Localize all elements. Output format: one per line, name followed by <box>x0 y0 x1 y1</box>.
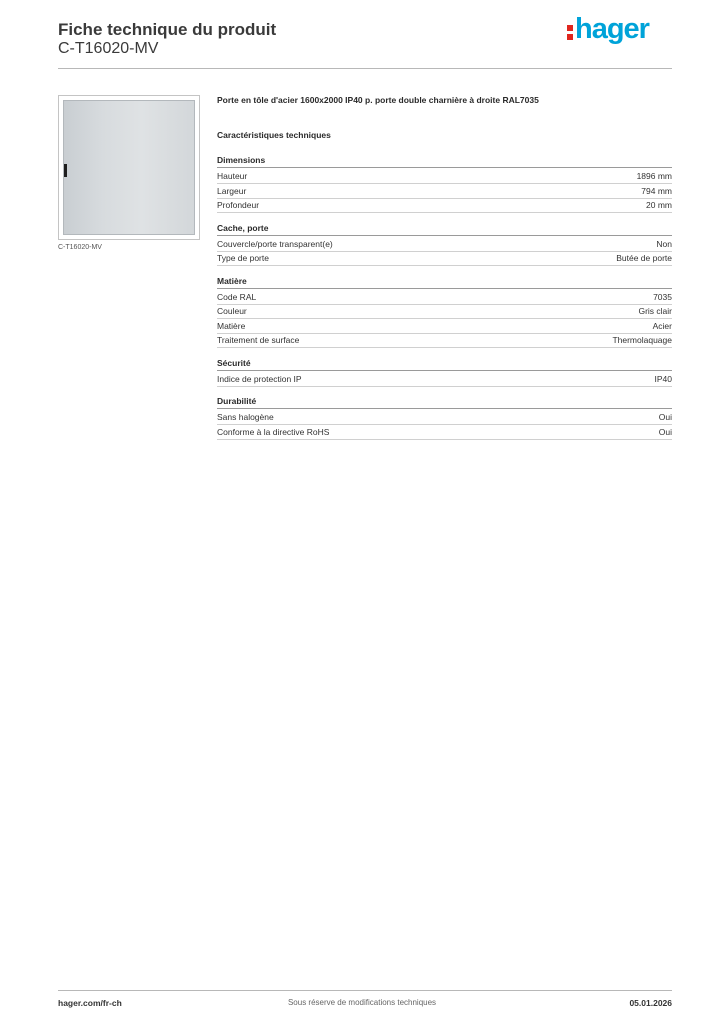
spec-row <box>217 372 672 387</box>
spec-row <box>217 184 672 199</box>
product-title: Porte en tôle d'acier 1600x2000 IP40 p. porte double charnière à droite RAL7035 <box>217 95 539 105</box>
spec-group-title: Durabilité <box>217 396 672 409</box>
spec-label: Largeur <box>217 185 247 196</box>
spec-value: Gris clair <box>638 306 672 316</box>
spec-row <box>217 251 672 266</box>
spec-value: Non <box>656 238 672 249</box>
logo-text: hager <box>575 13 649 45</box>
spec-value: 1896 mm <box>636 171 672 181</box>
footer-date: 05.01.2026 <box>629 998 672 1008</box>
spec-label: Couleur <box>217 306 247 316</box>
footer-website-link[interactable]: hager.com/fr-ch <box>58 998 122 1008</box>
image-caption: C-T16020-MV <box>58 244 102 251</box>
spec-label: Traitement de surface <box>217 335 300 345</box>
spec-row <box>217 410 672 425</box>
spec-row <box>217 169 672 184</box>
spec-label: Sans halogène <box>217 412 274 422</box>
logo-dots-icon <box>567 22 573 39</box>
spec-row <box>217 198 672 213</box>
spec-row <box>217 333 672 348</box>
specs-heading: Caractéristiques techniques <box>217 130 331 140</box>
spec-group-title: Cache, porte <box>217 223 672 236</box>
spec-row <box>217 237 672 252</box>
door-panel-image <box>63 100 195 235</box>
spec-value: IP40 <box>654 373 672 384</box>
spec-label: Conforme à la directive RoHS <box>217 426 330 437</box>
spec-label: Matière <box>217 320 246 331</box>
spec-value: 7035 <box>653 291 672 302</box>
spec-value: Oui <box>658 412 672 422</box>
spec-row <box>217 319 672 334</box>
spec-value: Acier <box>652 320 672 331</box>
header-divider <box>58 68 672 69</box>
spec-value: Thermolaquage <box>612 335 672 345</box>
spec-value: Butée de porte <box>616 253 672 263</box>
spec-group-title: Sécurité <box>217 358 672 371</box>
footer-note: Sous réserve de modifications techniques <box>287 998 437 1007</box>
product-image <box>58 95 200 240</box>
product-reference: C-T16020-MV <box>58 40 159 57</box>
spec-label: Couvercle/porte transparent(e) <box>217 238 333 249</box>
door-handle-icon <box>64 164 67 177</box>
spec-row <box>217 290 672 305</box>
spec-row <box>217 425 672 440</box>
spec-label: Profondeur <box>217 200 260 210</box>
spec-value: Oui <box>658 426 672 437</box>
spec-label: Code RAL <box>217 291 257 302</box>
spec-row <box>217 304 672 319</box>
spec-label: Hauteur <box>217 171 248 181</box>
hager-logo <box>567 13 649 46</box>
spec-group-title: Matière <box>217 276 672 289</box>
spec-value: 794 mm <box>641 185 672 196</box>
footer-divider <box>58 990 672 991</box>
page-title: Fiche technique du produit <box>58 20 277 39</box>
spec-value: 20 mm <box>646 200 672 210</box>
spec-label: Type de porte <box>217 253 269 263</box>
spec-label: Indice de protection IP <box>217 373 302 384</box>
spec-group-title: Dimensions <box>217 155 672 168</box>
